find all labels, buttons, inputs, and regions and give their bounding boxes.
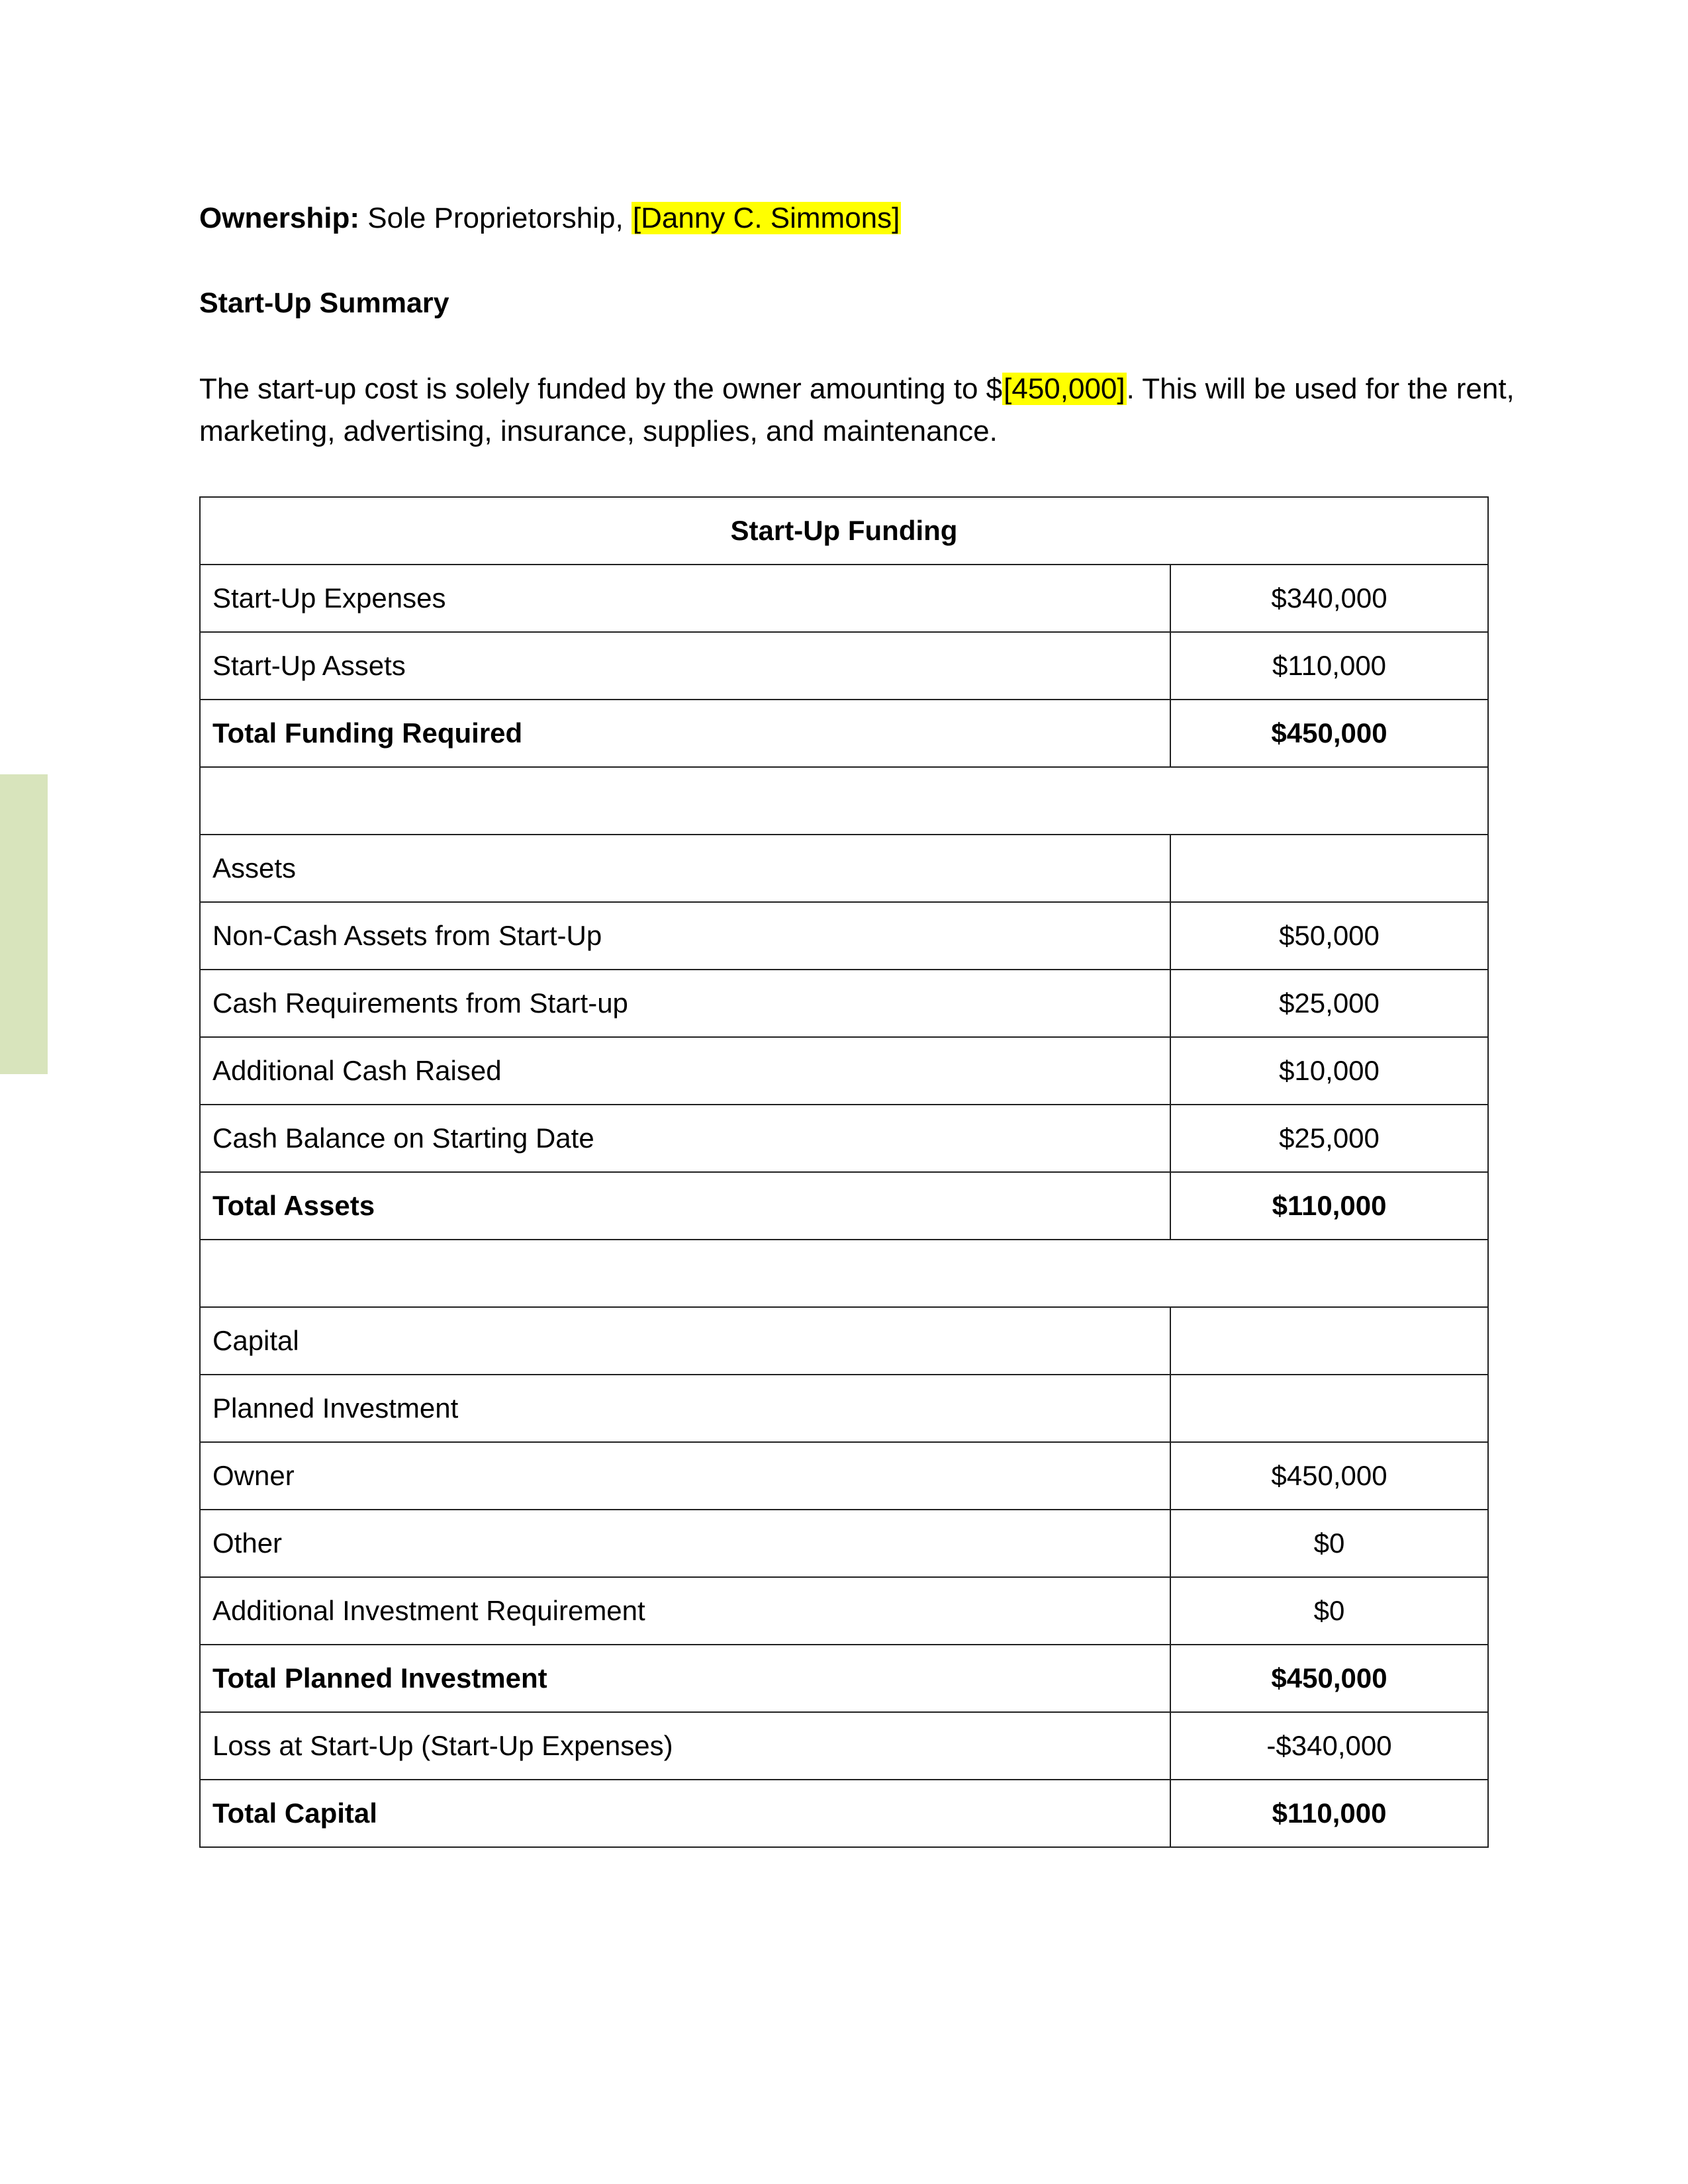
table-row [200, 1105, 1488, 1172]
row-value: -$340,000 [1170, 1712, 1488, 1780]
row-value: $450,000 [1170, 1645, 1488, 1712]
table-row [200, 1712, 1488, 1780]
row-label: Total Funding Required [200, 700, 1170, 767]
spacer-cell [200, 1240, 1488, 1307]
startup-summary-title: Start-Up Summary [199, 287, 449, 319]
row-value: $450,000 [1170, 1442, 1488, 1510]
table-header-row [200, 497, 1488, 565]
row-label: Assets [200, 835, 1170, 902]
table-row [200, 902, 1488, 970]
row-label: Other [200, 1510, 1170, 1577]
row-value: $25,000 [1170, 1105, 1488, 1172]
row-value: $340,000 [1170, 565, 1488, 632]
table-title: Start-Up Funding [200, 497, 1488, 565]
row-value: $25,000 [1170, 970, 1488, 1037]
row-label: Planned Investment [200, 1375, 1170, 1442]
side-tab-decoration [0, 774, 48, 1074]
ownership-text: Sole Proprietorship, [359, 202, 632, 234]
row-value [1170, 1375, 1488, 1442]
table-row [200, 700, 1488, 767]
table-row [200, 1037, 1488, 1105]
amount-highlight[interactable]: [450,000] [1004, 373, 1125, 405]
row-label: Cash Requirements from Start-up [200, 970, 1170, 1037]
table-row [200, 1577, 1488, 1645]
ownership-label: Ownership: [199, 202, 360, 234]
summary-text-after: . This will be used for the rent, [1126, 373, 1515, 405]
summary-text-before: The start-up cost is solely funded by the owner amounting to $ [199, 373, 1003, 405]
table-spacer-row [200, 1240, 1488, 1307]
row-label: Loss at Start-Up (Start-Up Expenses) [200, 1712, 1170, 1780]
row-label: Start-Up Assets [200, 632, 1170, 700]
row-label: Non-Cash Assets from Start-Up [200, 902, 1170, 970]
table-row [200, 1780, 1488, 1847]
table-row [200, 1375, 1488, 1442]
table-spacer-row [200, 767, 1488, 835]
row-label: Total Capital [200, 1780, 1170, 1847]
row-value [1170, 1307, 1488, 1375]
row-label: Total Planned Investment [200, 1645, 1170, 1712]
row-label: Additional Investment Requirement [200, 1577, 1170, 1645]
table-row [200, 1307, 1488, 1375]
ownership-line [199, 199, 901, 238]
row-value: $0 [1170, 1510, 1488, 1577]
table-row [200, 835, 1488, 902]
table-row [200, 1442, 1488, 1510]
row-value: $450,000 [1170, 700, 1488, 767]
row-value: $110,000 [1170, 1172, 1488, 1240]
row-value: $110,000 [1170, 632, 1488, 700]
row-label: Owner [200, 1442, 1170, 1510]
row-value: $50,000 [1170, 902, 1488, 970]
table-row [200, 565, 1488, 632]
summary-line-1 [199, 368, 1515, 410]
table-body [200, 565, 1488, 1847]
row-value [1170, 835, 1488, 902]
startup-summary-paragraph [199, 368, 1515, 453]
row-label: Capital [200, 1307, 1170, 1375]
row-label: Cash Balance on Starting Date [200, 1105, 1170, 1172]
table-row [200, 1510, 1488, 1577]
row-value: $110,000 [1170, 1780, 1488, 1847]
spacer-cell [200, 767, 1488, 835]
row-value: $10,000 [1170, 1037, 1488, 1105]
table-row [200, 970, 1488, 1037]
owner-name-highlight[interactable]: [Danny C. Simmons] [632, 202, 900, 234]
table-row [200, 1645, 1488, 1712]
table-row [200, 632, 1488, 700]
row-label: Additional Cash Raised [200, 1037, 1170, 1105]
row-label: Start-Up Expenses [200, 565, 1170, 632]
startup-funding-table [199, 496, 1489, 1848]
row-value: $0 [1170, 1577, 1488, 1645]
row-label: Total Assets [200, 1172, 1170, 1240]
summary-line-2: marketing, advertising, insurance, supplies, and maintenance. [199, 415, 998, 447]
table-row [200, 1172, 1488, 1240]
